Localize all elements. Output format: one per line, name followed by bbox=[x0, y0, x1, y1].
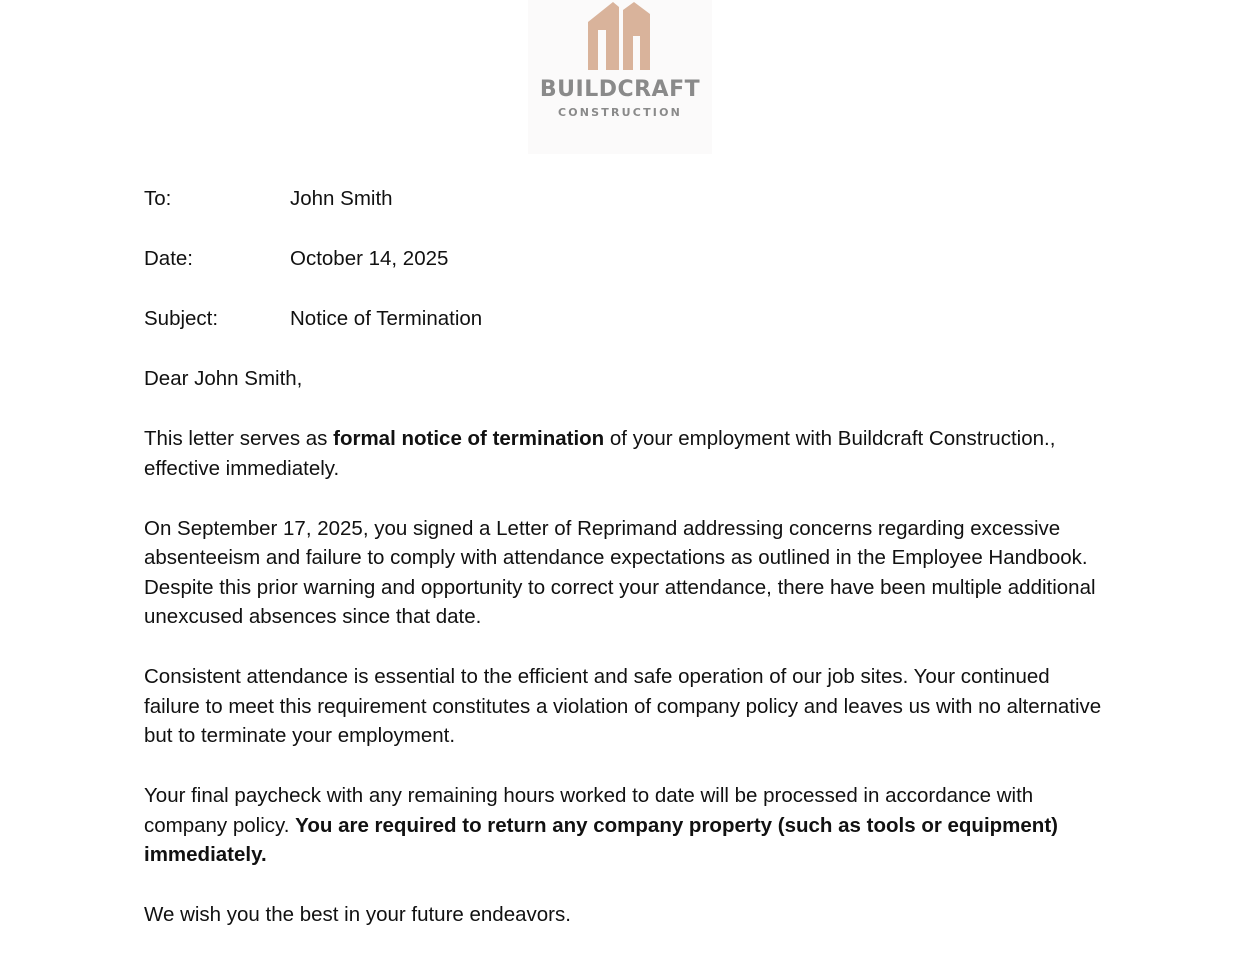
logo-name: BUILDCRAFT bbox=[539, 77, 701, 102]
to-row bbox=[144, 184, 1104, 214]
para1-bold: formal notice of termination bbox=[333, 427, 605, 450]
para4-before: Your final paycheck with any remaining hours worked to date will be processed in accordance with company policy. bbox=[144, 784, 1034, 837]
paragraph-reprimand: On September 17, 2025, you signed a Letter of Reprimand addressing concerns regarding excessive absenteeism and failure to comply with attendance expectations as outlined in the Employee Handbook. Despite this prior warning and opportunity to correct your attendance, there have been multiple additional unexcused absences since that date. bbox=[144, 516, 1096, 628]
date-row bbox=[144, 244, 1104, 274]
company-logo bbox=[528, 0, 712, 154]
para4-bold: You are required to return any company property (such as tools or equipment) immediately. bbox=[144, 813, 1058, 866]
letter-body bbox=[144, 184, 1104, 960]
to-label: To: bbox=[144, 187, 172, 210]
paragraph-final-paycheck bbox=[144, 781, 1104, 870]
paragraph-termination-notice bbox=[144, 424, 1104, 483]
to-value: John Smith bbox=[290, 187, 393, 210]
para1-after: of your employment with Buildcraft Construction., effective immediately. bbox=[144, 427, 1056, 480]
subject-row bbox=[144, 304, 1104, 334]
salutation: Dear John Smith, bbox=[144, 367, 303, 390]
subject-value: Notice of Termination bbox=[290, 307, 483, 330]
closing: We wish you the best in your future endeavors. bbox=[144, 903, 571, 926]
date-label: Date: bbox=[144, 247, 193, 270]
date-value: October 14, 2025 bbox=[290, 247, 449, 270]
logo-subtitle: CONSTRUCTION bbox=[557, 106, 683, 119]
subject-label: Subject: bbox=[144, 307, 219, 330]
paragraph-attendance: Consistent attendance is essential to the efficient and safe operation of our job sites. Your continued failure to meet this requirement constitutes a violation of company policy and leaves us with no alternative but to terminate your employment. bbox=[144, 665, 1102, 747]
para1-before: This letter serves as bbox=[144, 427, 334, 450]
building-logo-icon bbox=[586, 0, 652, 70]
